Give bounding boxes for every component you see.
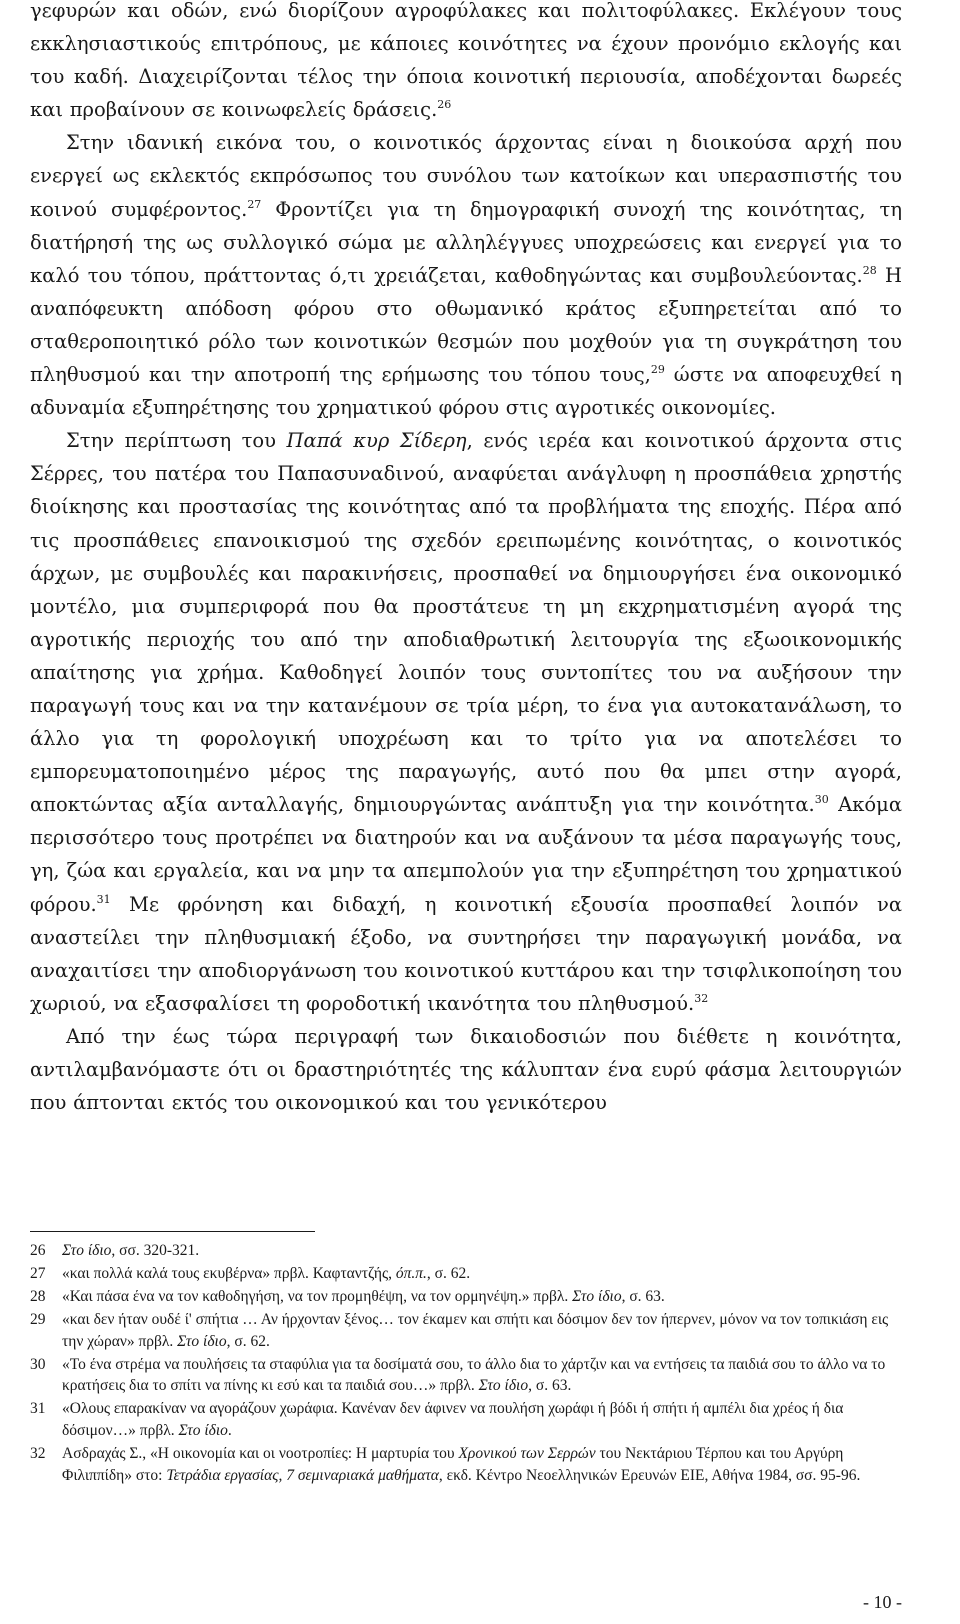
footnote	[30, 1286, 902, 1308]
italic-text: όπ.π.	[395, 1265, 427, 1282]
text-run: Φροντίζει για τη δημογραφική συνοχή της κοινότητας, τη διατήρησή της ως συλλογικό σώμα με αλληλέγγυες υποχρεώσεις και ενεργεί για το καλό του τόπου, πράττοντας ό,τι χρειάζεται, καθοδηγώντας και συμβουλεύοντας.	[30, 197, 902, 287]
page-number: - 10 -	[863, 1592, 902, 1612]
text-run: Ασδραχάς Σ., «Η οικονομία και οι νοοτροπίες: Η μαρτυρία του	[62, 1445, 459, 1463]
paragraph	[30, 0, 902, 126]
text-run: , σ. 63.	[528, 1377, 572, 1395]
footnote-number: 27	[30, 1265, 46, 1282]
footnote-reference: 32	[694, 991, 709, 1005]
footnote	[30, 1443, 902, 1486]
footnote-number: 32	[30, 1445, 46, 1463]
paragraph	[30, 424, 902, 1020]
paragraph	[30, 1020, 902, 1119]
text-run: , σ. 62.	[226, 1332, 270, 1350]
footnotes-section	[30, 1240, 902, 1488]
text-run: «και πολλά καλά τους εκυβέρνα» πρβλ. Καφταντζής,	[62, 1265, 396, 1282]
text-run: γεφυρών και οδών, ενώ διορίζουν αγροφύλακες και πολιτοφύλακες. Εκλέγουν τους εκκλησιαστικούς επιτρόπους, με κάποιες κοινότητες να έχουν προνόμιο εκλογής και του καδή. Διαχειρίζονται τέλος την όποια κοινοτική περιουσία, αποδέχονται δωρεές και προβαίνουν σε κοινωφελείς δράσεις.	[30, 0, 902, 122]
footnote-number: 30	[30, 1355, 46, 1373]
text-run: Στην ιδανική εικόνα του, ο κοινοτικός άρχοντας είναι η διοικούσα αρχή που ενεργεί ως εκλεκτός εκπρόσωπος του συνόλου των κατοίκων και υπερασπιστής του κοινού συμφέροντος.	[30, 131, 902, 221]
footnote-reference: 27	[247, 197, 262, 211]
text-run: «Το ένα στρέμα να πουλήσεις τα σταφύλια για τα δοσίματά σου, το άλλο δια το χάρτζιν και να εντήσεις τα παιδιά σου το άλλο να το κρατήσεις δια το σπίτι να πίνης κι εσύ και τα παιδιά σου…» πρβλ.	[62, 1355, 886, 1395]
footnote-separator	[30, 1231, 315, 1232]
footnote-number: 29	[30, 1311, 46, 1328]
italic-text: Στο ίδιο	[62, 1242, 112, 1259]
footnote-number: 26	[30, 1242, 46, 1259]
italic-text: Στο ίδιο	[572, 1288, 622, 1305]
main-body-text	[30, 0, 902, 1119]
text-run: Από την έως τώρα περιγραφή των δικαιοδοσιών που διέθετε η κοινότητα, αντιλαμβανόμαστε ότι οι δραστηριότητές της κάλυπταν ένα ευρύ φάσμα λειτουργιών που άπτονται εκτός του οικονομικού και του γενικότερου	[30, 1024, 902, 1115]
footnote	[30, 1398, 902, 1441]
footnote-number: 31	[30, 1400, 46, 1418]
footnote-reference: 28	[862, 263, 877, 277]
footnote	[30, 1354, 902, 1397]
footnote-reference: 30	[814, 793, 829, 807]
text-run: ώστε να αποφευχθεί η αδυναμία εξυπηρέτησης του χρηματικού φόρου στις αγροτικές οικονομίες.	[30, 363, 902, 420]
italic-text: Στο ίδιο	[177, 1332, 227, 1350]
text-run: Ακόμα περισσότερο τους προτρέπει να διατηρούν και να αυξάνουν τα μέσα παραγωγής τους, γη, ζώα και εργαλεία, και να μην τα απεμπολούν για την εξυπηρέτηση του χρηματικού φόρου.	[30, 793, 902, 916]
text-run: , σ. 63.	[621, 1288, 665, 1305]
text-run: , εκδ. Κέντρο Νεοελληνικών Ερευνών ΕΙΕ, Αθήνα 1984, σσ. 95-96.	[438, 1466, 861, 1484]
footnote	[30, 1263, 902, 1285]
footnote	[30, 1309, 902, 1352]
italic-text: Στο ίδιο	[178, 1422, 228, 1440]
italic-text: Χρονικού των Σερρών	[458, 1445, 596, 1463]
text-run: Η αναπόφευκτη απόδοση φόρου στο οθωμανικό κράτος εξυπηρετείται από το σταθεροποιητικό ρόλο των κοινοτικών θεσμών που μοχθούν για τη συγκράτηση του πληθυσμού και την αποτροπή της ερήμωσης του τόπου τους,	[30, 263, 902, 387]
text-run: «Ολους επαρακίναν να αγοράζουν χωράφια. Κανέναν δεν άφινεν να πουλήση χωράφι ή βόδι ή σπήτι ή αμπέλι δια χρέος ή δια δόσιμον…» πρβλ.	[62, 1400, 844, 1440]
footnote-number: 28	[30, 1288, 46, 1305]
italic-text: Παπά κυρ Σίδερη	[286, 429, 467, 453]
italic-text: Τετράδια εργασίας, 7 σεμιναριακά μαθήματα	[166, 1466, 439, 1484]
text-run: Με φρόνηση και διδαχή, η κοινοτική εξουσία προσπαθεί λοιπόν να αναστείλει την πληθυσμιακή έξοδο, να συντηρήσει την παραγωγική μονάδα, να αναχαιτίσει την αποδιοργάνωση του κοινοτικού κυττάρου και την τσιφλικοποίηση του χωριού, να εξασφαλίσει τη φοροδοτική ικανότητα του πληθυσμού.	[30, 892, 902, 1015]
footnote-reference: 26	[437, 98, 452, 112]
paragraph	[30, 126, 902, 424]
footnote-reference: 29	[650, 363, 665, 377]
text-run: «Και πάσα ένα να τον καθοδηγήση, να τον προμηθέψη, να τον ορμηνέψη.» πρβλ.	[62, 1288, 573, 1305]
text-run: «και δεν ήταν ουδέ ί' σπήτια … Αν ήρχονταν ξένος… τον έκαμεν και σπήτι και δόσιμον δεν τον ήπερνεν, μόνον να τον τοπικιάση εις την χώραν» πρβλ.	[62, 1311, 889, 1350]
text-run: , σ. 62.	[426, 1265, 471, 1282]
text-run: , σσ. 320-321.	[111, 1242, 200, 1259]
italic-text: Στο ίδιο	[478, 1377, 529, 1395]
text-run: Στην περίπτωση του	[66, 429, 287, 453]
footnote	[30, 1240, 902, 1262]
text-run: .	[227, 1422, 232, 1440]
footnote-reference: 31	[96, 892, 111, 906]
text-run: του Νεκτάριου Τέρπου και του Αργύρη Φιλιππίδη» στο:	[62, 1445, 844, 1484]
text-run: , ενός ιερέα και κοινοτικού άρχοντα στις Σέρρες, του πατέρα του Παπασυναδινού, αναφύεται ανάγλυφη η προσπάθεια χρηστής διοίκησης και προστασίας της κοινότητας από τα προβλήματα της εποχής. Πέρα από τις προσπάθειες επανοικισμού της σχεδόν ερειπωμένης κοινότητας, ο κοινοτικός άρχων, με συμβουλές και παρακινήσεις, προσπαθεί να δημιουργήσει ένα οικονομικό μοντέλο, μια συμπεριφορά που θα προστάτευε τη μη εκχρηματισμένη αγορά της αγροτικής περιοχής του από την αποδιαθρωτική λειτουργία της εξωοικονομικής απαίτησης για χρήμα. Καθοδηγεί λοιπόν τους συντοπίτες του να αυξήσουν την παραγωγή τους και να την κατανέμουν σε τρία μέρη, το ένα για αυτοκατανάλωση, το άλλο για τη φορολογική υποχρέωση και το τρίτο για να αποτελέσει το εμπορευματοποιημένο μέρος της παραγωγής, αυτό που θα μπει στην αγορά, αποκτώντας αξία ανταλλαγής, δημιουργώντας ανάπτυξη για την κοινότητα.	[30, 429, 902, 817]
